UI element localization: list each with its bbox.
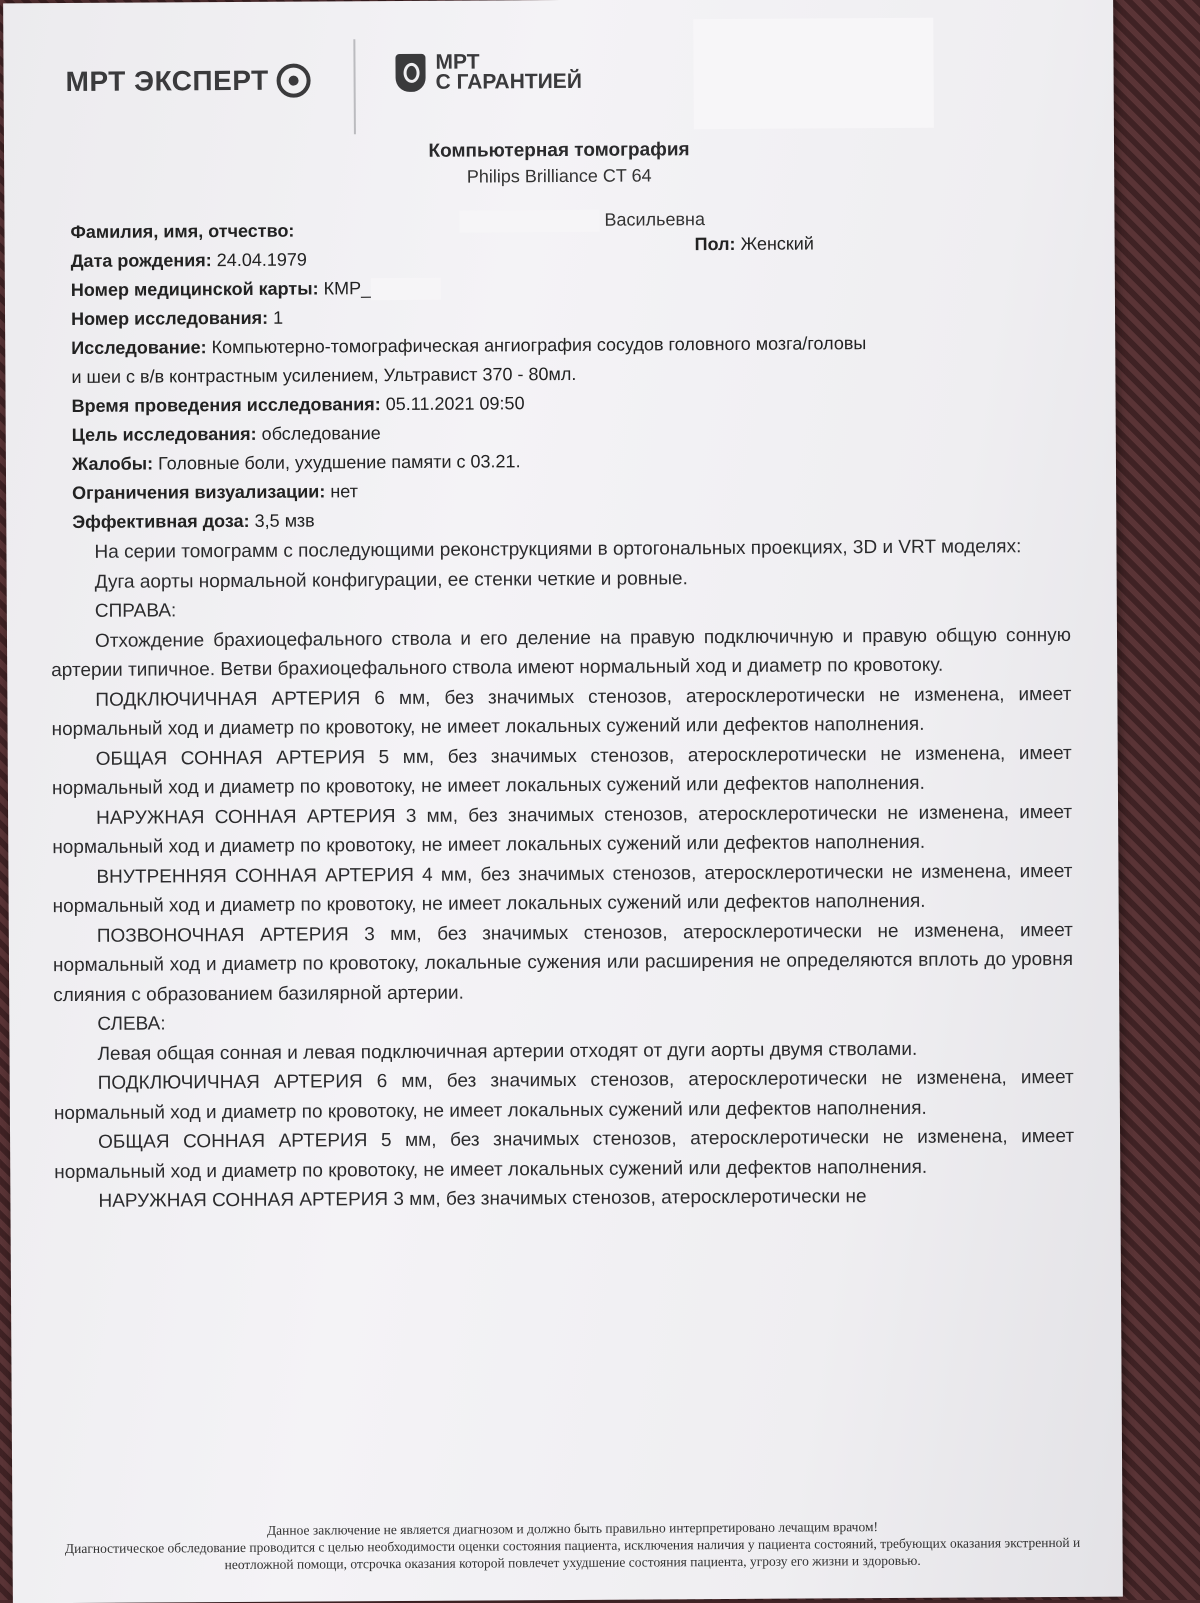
shield-icon — [395, 54, 425, 92]
logo-guarantee-text: МРТ С ГАРАНТИЕЙ — [435, 50, 582, 94]
field-study-number: Номер исследования: 1 — [70, 307, 284, 329]
left-intro: Левая общая сонная и левая подключичная артерии отходят от дуги аорты двумя стволами. — [97, 1038, 918, 1065]
field-study: Исследование: Компьютерно-томографическая ангиография сосудов головного мозга/головы — [71, 333, 867, 358]
right-intro: Отхождение брахиоцефального ствола и его деление на правую подключичную и правую общую сонную артерии типичное. Ветви брахиоцефального ствола имеют нормальный ход и диаметр по кровотоку. — [51, 624, 1072, 682]
report-aorta: Дуга аорты нормальной конфигурации, ее стенки четкие и ровные. — [94, 567, 688, 593]
logo-head-icon — [277, 64, 311, 98]
patient-sex: Пол: Женский — [694, 233, 814, 255]
redacted-area — [693, 18, 934, 129]
section-right-heading: СПРАВА: — [94, 600, 177, 622]
field-complaints: Жалобы: Головные боли, ухудшение памяти с 03.21. — [71, 451, 521, 474]
right-vertebral: ПОЗВОНОЧНАЯ АРТЕРИЯ 3 мм, без значимых стенозов, атеросклеротически не изменена, имеет нормальный ход и диаметр по кровотоку, локальные сужения или расширения не определяются вплоть до уровня слияния с образованием базилярной артерии. — [52, 919, 1074, 1006]
right-internal-carotid: ВНУТРЕННЯЯ СОННАЯ АРТЕРИЯ 4 мм, без значимых стенозов, атеросклеротически не изменена, имеет нормальный ход и диаметр по кровотоку, не имеет локальных сужений или дефектов наполнения. — [52, 860, 1073, 918]
left-common-carotid: ОБЩАЯ СОННАЯ АРТЕРИЯ 5 мм, без значимых стенозов, атеросклеротически не изменена, имеет нормальный ход и диаметр по кровотоку, не имеет локальных сужений или дефектов наполнения. — [54, 1125, 1075, 1183]
logo-mrt-expert-text: МРТ ЭКСПЕРТ — [65, 64, 269, 98]
left-subclavian: ПОДКЛЮЧИЧНАЯ АРТЕРИЯ 6 мм, без значимых стенозов, атеросклеротически не изменена, имеет нормальный ход и диаметр по кровотоку, не имеет локальных сужений или дефектов наполнения. — [53, 1066, 1074, 1124]
right-subclavian: ПОДКЛЮЧИЧНАЯ АРТЕРИЯ 6 мм, без значимых стенозов, атеросклеротически не изменена, имеет нормальный ход и диаметр по кровотоку, не имеет локальных сужений или дефектов наполнения. — [51, 683, 1072, 741]
section-left-heading: СЛЕВА: — [97, 1013, 166, 1035]
field-time: Время проведения исследования: 05.11.2021 09:50 — [71, 393, 525, 416]
field-goal: Цель исследования: обследование — [71, 423, 381, 445]
field-study-cont: и шеи с в/в контрастным усилением, Ультравист 370 - 80мл. — [71, 363, 577, 387]
report-body — [50, 532, 1074, 1217]
document-heading — [4, 137, 1114, 191]
right-external-carotid: НАРУЖНАЯ СОННАЯ АРТЕРИЯ 3 мм, без значимых стенозов, атеросклеротически не изменена, имеет нормальный ход и диаметр по кровотоку, не имеет локальных сужений или дефектов наполнения. — [52, 801, 1073, 859]
report-intro: На серии томограмм с последующими реконструкциями в ортогональных проекциях, 3D и VRT моделях: — [94, 536, 1022, 563]
right-common-carotid: ОБЩАЯ СОННАЯ АРТЕРИЯ 5 мм, без значимых стенозов, атеросклеротически не изменена, имеет нормальный ход и диаметр по кровотоку, не имеет локальных сужений или дефектов наполнения. — [51, 742, 1072, 800]
field-fio: Фамилия, имя, отчество: — [70, 220, 295, 242]
field-card: Номер медицинской карты: КМР_ — [71, 270, 1051, 305]
logo-divider — [353, 39, 356, 134]
device-name: Philips Brilliance CT 64 — [466, 165, 652, 187]
field-dob: Дата рождения: 24.04.1979 — [70, 249, 307, 271]
redacted-card — [371, 278, 441, 300]
field-dose: Эффективная доза: 3,5 мзв — [72, 510, 315, 532]
footer-disclaimer: Данное заключение не является диагнозом и должно быть правильно интерпретировано лечащим врачом! Диагностическое обследование проводится с целью необходимости оценки состояния пациента, исключения наличия у пациента состояний, требующих оказания экстренной и неотложной помощи, отсрочка оказания которой повлечет ухудшение состояния пациента, угрозу его жизни и здоровью. — [64, 1519, 1081, 1573]
field-limits: Ограничения визуализации: нет — [72, 481, 358, 503]
logo-mrt-expert — [66, 64, 311, 99]
document-title: Компьютерная томография — [428, 139, 690, 162]
document-page — [3, 0, 1123, 1603]
logo-mrt-guarantee — [395, 52, 582, 93]
left-external-carotid: НАРУЖНАЯ СОННАЯ АРТЕРИЯ 3 мм, без значимых стенозов, атеросклеротически не — [98, 1186, 867, 1212]
patient-fields — [70, 212, 1052, 537]
patient-name-visible: Васильевна — [604, 209, 706, 230]
